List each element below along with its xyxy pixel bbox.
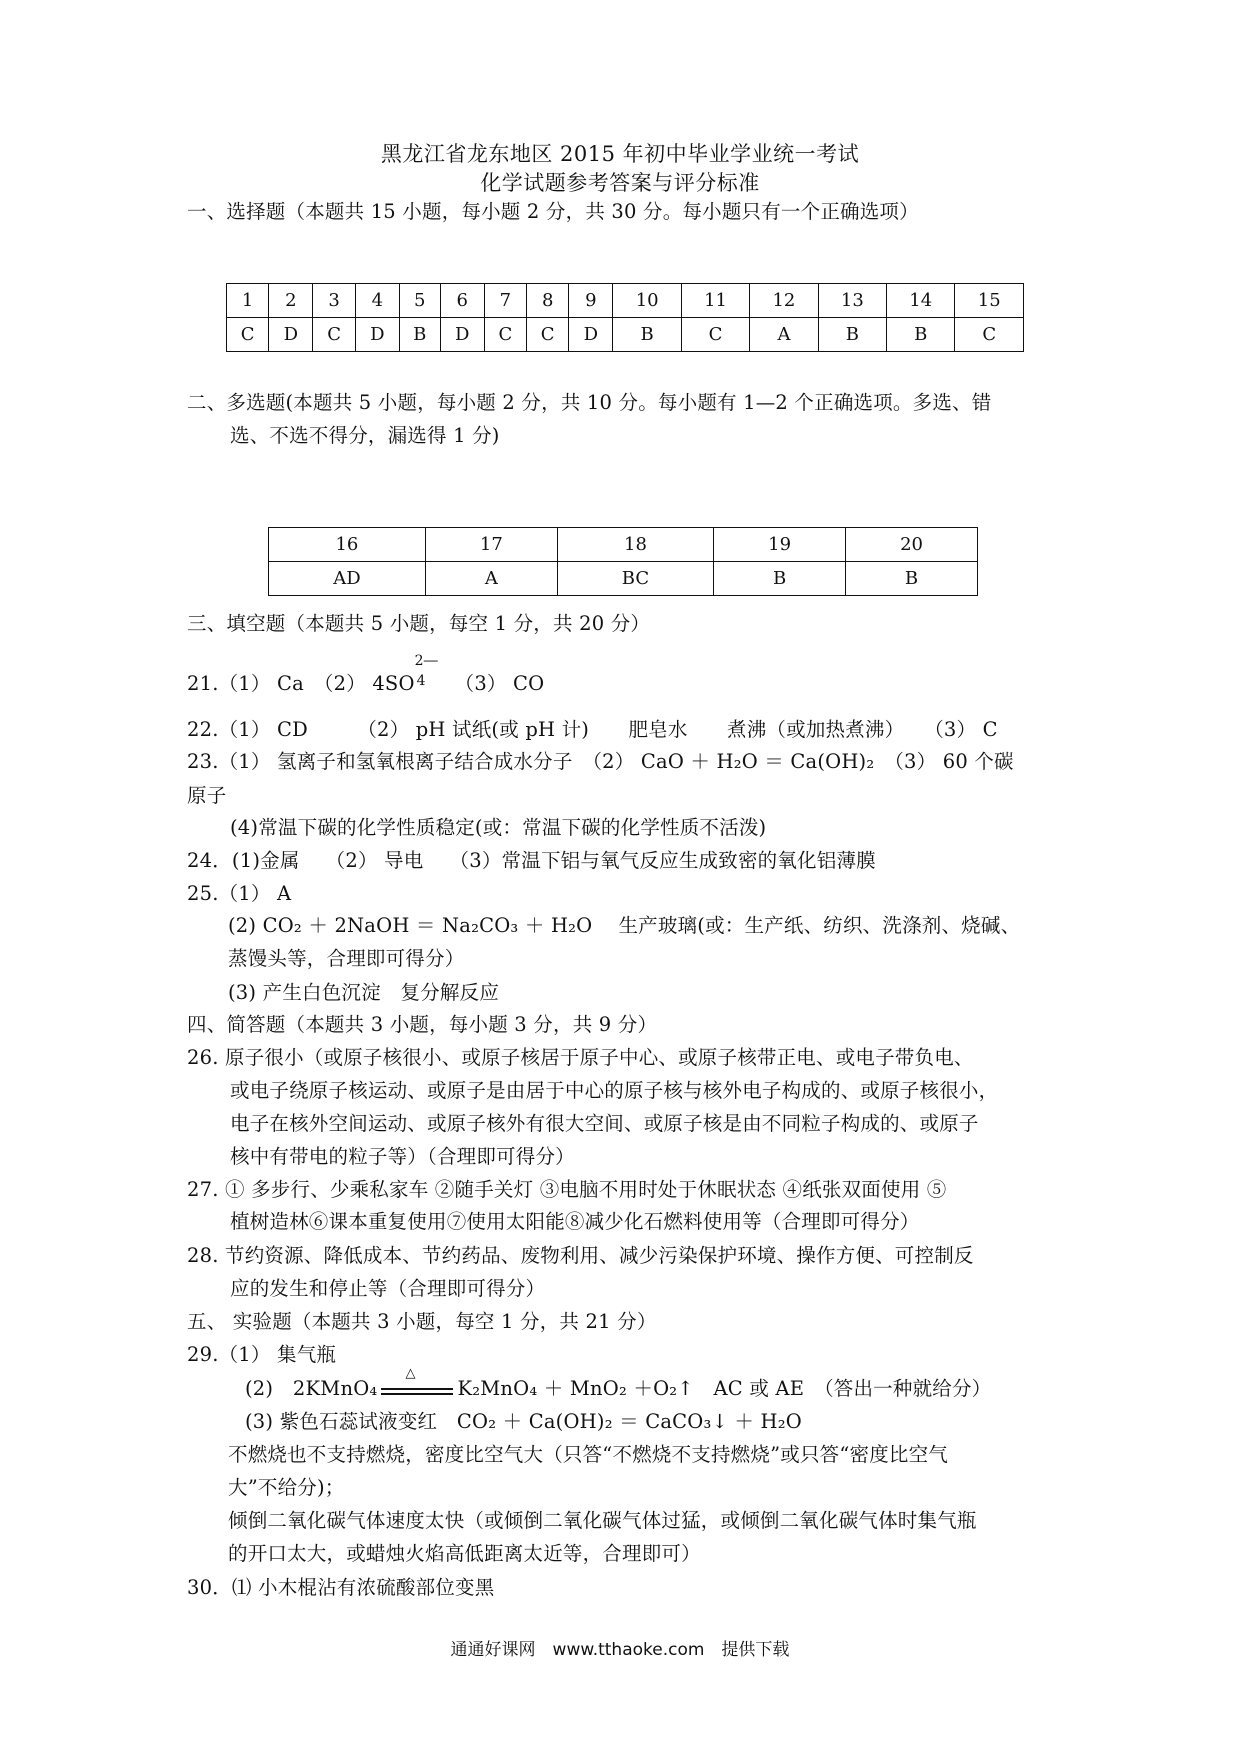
q26-line-1: 26. 原子很小（或原子核很小、或原子核居于原子中心、或原子核带正电、或电子带负电、 (187, 1046, 974, 1069)
q29-line-5: 大”不给分)； (228, 1476, 345, 1499)
q28-line-1: 28. 节约资源、降低成本、节约药品、废物利用、减少污染保护环境、操作方便、可控制反 (187, 1244, 974, 1267)
answer-cell: D (440, 318, 484, 352)
answer-cell: A (750, 318, 818, 352)
question-number-cell: 14 (887, 284, 955, 318)
footer-source: 通通好课网 www.tthaoke.com 提供下载 (450, 1640, 790, 1660)
q23-line-1: 23.（1） 氢离子和氢氧根离子结合成水分子 （2） CaO ＋ H₂O ＝ Ca(OH)₂ （3） 60 个碳 (187, 750, 1014, 773)
section-2-heading-line-2: 选、不选不得分，漏选得 1 分) (230, 424, 500, 447)
q23-line-2: 原子 (187, 784, 227, 807)
answer-cell: B (613, 318, 681, 352)
answer-cell: B (399, 318, 440, 352)
q25-line-3: 蒸馒头等，合理即可得分） (228, 947, 465, 970)
question-number-cell: 18 (557, 528, 713, 562)
question-number-cell: 8 (527, 284, 569, 318)
q21-part-a: 21.（1） Ca （2） 4SO (187, 672, 415, 695)
answer-cell: D (569, 318, 613, 352)
answer-cell: A (425, 562, 557, 596)
answer-cell: C (527, 318, 569, 352)
answer-cell: AD (269, 562, 426, 596)
question-number-cell: 9 (569, 284, 613, 318)
q29-products: K₂MnO₄ ＋ MnO₂ ＋O₂↑ AC 或 AE （答出一种就给分） (457, 1377, 992, 1400)
answer-cell: C (227, 318, 269, 352)
heat-delta-icon: △ (405, 1365, 416, 1381)
answer-cell: B (846, 562, 978, 596)
q26-line-3: 电子在核外空间运动、或原子核外有很大空间、或原子核是由不同粒子构成的、或原子 (230, 1112, 979, 1135)
section-5-heading: 五、 实验题（本题共 3 小题，每空 1 分，共 21 分） (187, 1310, 657, 1333)
question-number-cell: 1 (227, 284, 269, 318)
answer-cell: B (818, 318, 886, 352)
section-1-heading: 一、选择题（本题共 15 小题，每小题 2 分，共 30 分。每小题只有一个正确选项） (187, 200, 919, 223)
q29-line-4: 不燃烧也不支持燃烧，密度比空气大（只答“不燃烧不支持燃烧”或只答“密度比空气 (228, 1443, 949, 1466)
question-number-cell: 2 (269, 284, 313, 318)
q29-line-2 (245, 1365, 992, 1401)
answer-cell: C (484, 318, 526, 352)
q21-part-b: （3） CO (464, 672, 545, 695)
heat-condition-arrow (377, 1365, 457, 1400)
q26-line-2: 或电子绕原子核运动、或原子是由居于中心的原子核与核外电子构成的、或原子核很小， (230, 1079, 999, 1102)
answer-cell: C (955, 318, 1024, 352)
answer-cell: D (269, 318, 313, 352)
question-number-cell: 17 (425, 528, 557, 562)
q25-line-1: 25.（1） A (187, 882, 292, 905)
document-subtitle: 化学试题参考答案与评分标准 (480, 171, 760, 195)
question-number-cell: 3 (313, 284, 355, 318)
question-number-cell: 5 (399, 284, 440, 318)
q26-line-4: 核中有带电的粒子等）（合理即可得分） (230, 1145, 575, 1168)
answer-cell: B (887, 318, 955, 352)
q29-line-7: 的开口太大，或蜡烛火焰高低距离太近等，合理即可） (228, 1542, 701, 1565)
q29-line-6: 倾倒二氧化碳气体速度太快（或倾倒二氧化碳气体过猛，或倾倒二氧化碳气体时集气瓶 (228, 1509, 977, 1532)
q30-line-1: 30．⑴ 小木棍沾有浓硫酸部位变黑 (187, 1576, 495, 1599)
q29-reactant: (2) 2KMnO₄ (245, 1377, 378, 1400)
answer-cell: C (313, 318, 355, 352)
answer-table-1 (226, 283, 1024, 352)
question-number-cell: 12 (750, 284, 818, 318)
q24-answer: 24．(1)金属 （2） 导电 （3）常温下铝与氧气反应生成致密的氧化铝薄膜 (187, 849, 876, 872)
section-3-heading: 三、填空题（本题共 5 小题，每空 1 分，共 20 分） (187, 612, 651, 635)
answer-cell: C (681, 318, 749, 352)
q21-answer (187, 653, 545, 696)
question-number-cell: 16 (269, 528, 426, 562)
question-number-cell: 10 (613, 284, 681, 318)
sulfate-charge: 2― 4 (414, 653, 438, 689)
answer-cell: BC (557, 562, 713, 596)
q25-line-2: (2) CO₂ ＋ 2NaOH ＝ Na₂CO₃ ＋ H₂O 生产玻璃(或：生产纸、纺织、洗涤剂、烧碱、 (228, 914, 1021, 937)
section-2-heading-line-1: 二、多选题(本题共 5 小题，每小题 2 分，共 10 分。每小题有 1—2 个正确选项。多选、错 (187, 391, 992, 414)
question-number-cell: 15 (955, 284, 1024, 318)
q22-answer: 22.（1） CD （2） pH 试纸(或 pH 计) 肥皂水 煮沸（或加热煮沸） （3） C (187, 718, 998, 741)
q28-line-2: 应的发生和停止等（合理即可得分） (230, 1277, 546, 1300)
answer-cell: D (355, 318, 399, 352)
question-number-cell: 6 (440, 284, 484, 318)
q29-line-3: (3) 紫色石蕊试液变红 CO₂ ＋ Ca(OH)₂ ＝ CaCO₃↓ ＋ H₂O (245, 1410, 802, 1433)
q27-line-1: 27. ① 多步行、少乘私家车 ②随手关灯 ③电脑不用时处于休眠状态 ④纸张双面使用 ⑤ (187, 1178, 947, 1201)
q23-line-3: (4)常温下碳的化学性质稳定(或：常温下碳的化学性质不活泼) (230, 816, 767, 839)
q29-line-1: 29.（1） 集气瓶 (187, 1343, 337, 1366)
question-number-cell: 13 (818, 284, 886, 318)
question-number-cell: 19 (714, 528, 846, 562)
section-4-heading: 四、简答题（本题共 3 小题，每小题 3 分，共 9 分） (187, 1013, 658, 1036)
answer-cell: B (714, 562, 846, 596)
question-number-cell: 20 (846, 528, 978, 562)
answer-table-2 (268, 527, 978, 596)
q27-line-2: 植树造林⑥课本重复使用⑦使用太阳能⑧减少化石燃料使用等（合理即可得分） (230, 1210, 920, 1233)
question-number-cell: 7 (484, 284, 526, 318)
q25-line-4: (3) 产生白色沉淀 复分解反应 (228, 981, 500, 1004)
question-number-cell: 4 (355, 284, 399, 318)
document-title: 黑龙江省龙东地区 2015 年初中毕业学业统一考试 (380, 142, 860, 166)
question-number-cell: 11 (681, 284, 749, 318)
